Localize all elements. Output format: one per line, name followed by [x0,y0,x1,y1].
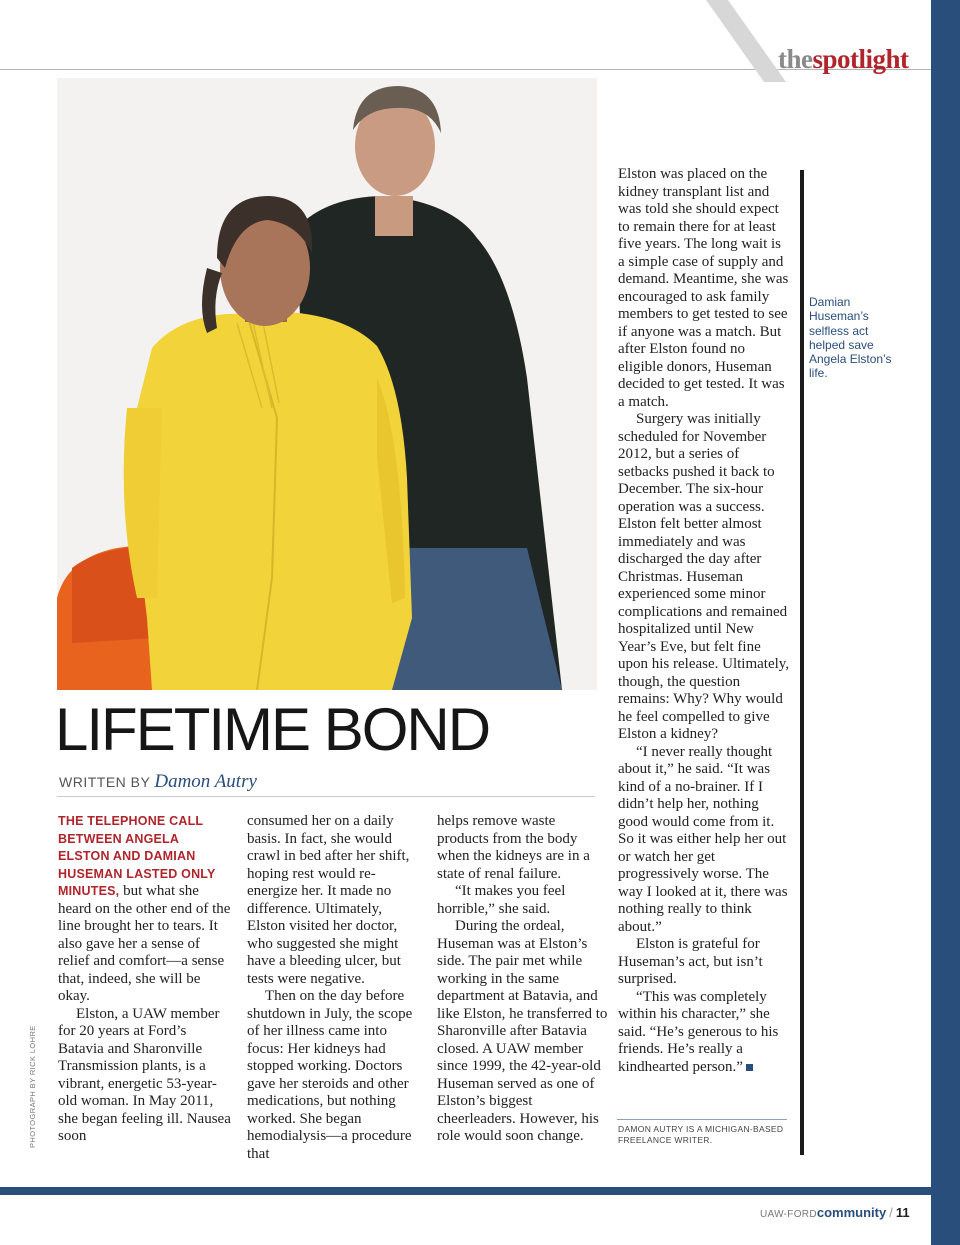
paragraph: Elston was placed on the kidney transplant list and was told she should expect to remain there for at least five years. The long wait is a simple case of supply and demand. Meantime, she was encouraged to ask family members to get tested to see if anyone was a match. But after Elston found no eligible donors, Huseman decided to get tested. It was a match. [618,166,789,410]
paragraph: During the ordeal, Huseman was at Elston’s side. The pair met while working in the same department at Batavia, and like Elston, he transferred to Sharonville after Batavia closed. A UAW member since 1999, the 42-year-old Huseman served as one of Elston’s biggest cheerleaders. However, his role would soon change. [437,918,608,1144]
photo-credit: PHOTOGRAPH BY RICK LOHRE [28,1025,37,1148]
photo-illustration [57,78,597,690]
footer-separator: / [889,1205,893,1220]
byline-rule [57,796,595,797]
right-edge-bar [931,0,960,1245]
article-column-2 [247,813,417,1163]
section-title [778,44,909,75]
byline-label: WRITTEN BY [59,774,151,790]
paragraph: Surgery was initially scheduled for November 2012, but a series of setbacks pushed it back to December. The six-hour operation was a success. Elston felt better almost immediately and was discharged the day after Christmas. Huseman experienced some minor complications and remained hospitalized until New Year’s Eve, but felt fine upon his release. Ultimately, though, the question remains: Why? Why would he feel compelled to give Elston a kidney? [618,411,790,742]
paragraph: “It makes you feel horrible,” she said. [437,883,566,917]
header-slash-decoration [706,0,786,82]
article-column-1 [58,813,233,1146]
article-headline: LIFETIME BOND [55,696,490,763]
paragraph: Elston is grateful for Huseman’s act, but isn’t surprised. [618,936,763,987]
paragraph [58,813,233,1006]
paragraph-text: but what she heard on the other end of the line brought her to tears. It also gave her a sense of relief and comfort—a sense that, indeed, she will be okay. [58,883,231,1004]
paragraph: consumed her on a daily basis. In fact, she would crawl in bed after her shift, hoping rest would re-energize her. It made no difference. Ultimately, Elston visited her doctor, who suggested she might have a bleeding ulcer, but tests were negative. [247,813,410,987]
paragraph: Then on the day before shutdown in July, the scope of her illness came into focus: Her kidneys had stopped working. Doctors gave her steroids and other medications, but nothing worked. She began hemodialysis—a procedure that [247,988,413,1162]
paragraph: helps remove waste products from the body when the kidneys are in a state of renal failure. [437,813,590,882]
paragraph-text: “This was completely within his character,” she said. “He’s generous to his friends. He’s really a kindhearted person.” [618,988,779,1075]
author-name: Damon Autry [154,771,257,792]
paragraph: “I never really thought about it,” he said. “It was kind of a no-brainer. If I didn’t help her, nothing good would come from it. So it was either help her out or watch her get progressively worse. The way I looked at it, there was nothing really to think about.” [618,743,788,935]
section-prefix: the [778,44,813,74]
section-name: spotlight [812,44,909,74]
footer-brand: community [816,1205,887,1220]
article-column-3 [437,813,609,1146]
paragraph [618,989,790,1077]
footer-magazine: UAW-FORD [760,1209,817,1220]
page-number: 11 [895,1205,910,1220]
lede-text: THE TELEPHONE CALL BETWEEN ANGELA ELSTON AND DAMIAN HUSEMAN LASTED ONLY MINUTES, [58,814,216,898]
page-footer [760,1204,910,1222]
author-note-rule [617,1119,787,1120]
paragraph: Elston, a UAW member for 20 years at Ford’s Batavia and Sharonville Transmission plants, is a vibrant, energetic 53-year-old woman. In May 2011, she began feeling ill. Nausea soon [58,1005,231,1144]
feature-photo [57,78,597,690]
sidebar-rule [800,170,804,1155]
bottom-edge-bar [0,1187,931,1195]
article-column-4 [618,166,790,1076]
end-mark-icon [746,1064,753,1071]
author-note: DAMON AUTRY IS A MICHIGAN-BASED FREELANCE WRITER. [618,1124,784,1145]
photo-caption: Damian Huseman’s selfless act helped save Angela Elston’s life. [809,295,892,381]
byline [59,771,257,793]
